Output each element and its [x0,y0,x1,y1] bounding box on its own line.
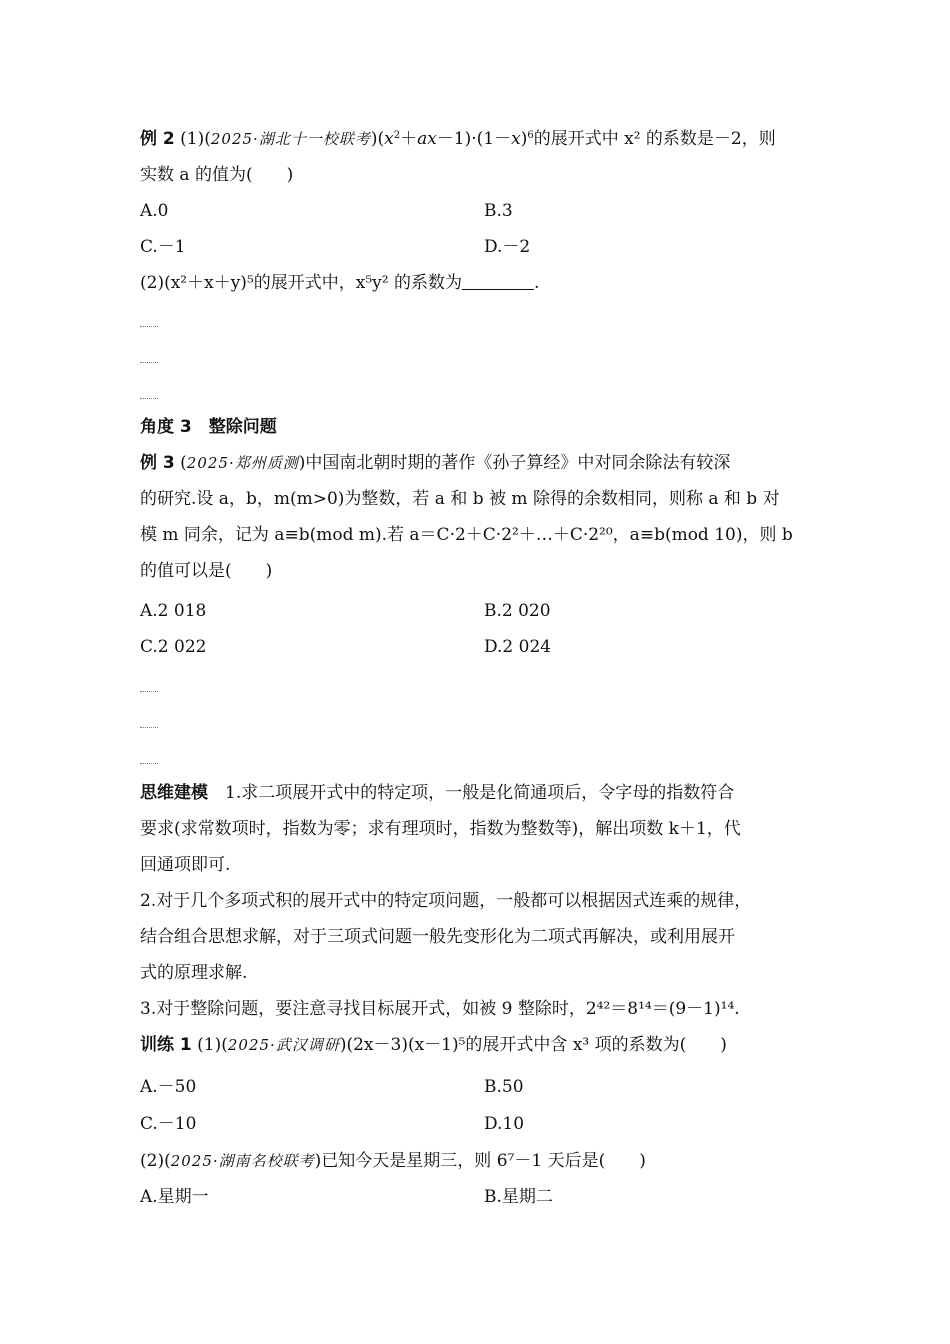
ex3-line4: 的值可以是( ) [140,561,273,581]
option-b: B.3 [484,201,513,221]
divider-dots [140,727,158,728]
option-a: A.星期一 [140,1187,209,1207]
option-b: B.星期二 [484,1187,553,1207]
divider-dots [140,398,158,399]
divider-dots [140,362,158,363]
model-line2: 要求(求常数项时，指数为零；求有理项时，指数为整数等)，解出项数 k＋1，代 [140,819,741,839]
option-d: D.2 024 [484,637,552,657]
option-d: D.10 [484,1114,525,1134]
option-d: D.－2 [484,237,531,257]
divider-dots [140,691,158,692]
answer-blank[interactable] [462,274,534,290]
option-c: C.－10 [140,1114,197,1134]
ex2-label: 例 2 [140,129,175,149]
model-line3: 回通项即可. [140,855,231,875]
option-a: A.－50 [140,1077,197,1097]
ex2-question-2: (2)(x²＋x＋y)⁵的展开式中，x⁵y² 的系数为 . [140,273,540,293]
ex3-label: 例 3 [140,453,175,473]
option-a: A.2 018 [140,601,207,621]
model-line1: 思维建模 1.求二项展开式中的特定项，一般是化简通项后，令字母的指数符合 [140,783,735,803]
option-c: C.－1 [140,237,186,257]
model-p2-line3: 式的原理求解. [140,963,248,983]
divider-dots [140,326,158,327]
model-p2-line1: 2.对于几个多项式积的展开式中的特定项问题，一般都可以根据因式连乘的规律， [140,891,752,911]
divider-dots [140,763,158,764]
train1-label: 训练 1 [140,1035,192,1055]
option-b: B.50 [484,1077,524,1097]
option-c: C.2 022 [140,637,207,657]
section-heading: 角度 3 整除问题 [140,417,277,437]
ex3-line3: 模 m 同余，记为 a≡b(mod m).若 a＝C·2＋C·2²＋…＋C·2²⁰，a≡b(mod 10)，则 b [140,525,793,545]
option-a: A.0 [140,201,169,221]
ex2-line1: 例 2 (1)(2025·湖北十一校联考)$(x^2+ax-1)\cdot(1-x)^6$的展开式中 x² 的系数是－2，则 [140,129,776,149]
ex2-source: 2025·湖北十一校联考 [210,130,371,148]
ex3-line2: 的研究.设 a，b，m(m>0)为整数，若 a 和 b 被 m 除得的余数相同，则称 a 和 b 对 [140,489,780,509]
model-p2-line2: 结合组合思想求解，对于三项式问题一般先变形化为二项式再解决，或利用展开 [140,927,735,947]
train1-question-2: (2)(2025·湖南名校联考)已知今天是星期三，则 6⁷－1 天后是( ) [140,1151,646,1171]
train1-source2: 2025·湖南名校联考 [170,1152,315,1170]
model-label: 思维建模 [140,783,208,803]
train1-line1: 训练 1 (1)(2025·武汉调研)(2x－3)(x－1)⁵的展开式中含 x³ 项的系数为( ) [140,1035,727,1055]
ex3-line1: 例 3 (2025·郑州质测)中国南北朝时期的著作《孙子算经》中对同余除法有较深 [140,453,731,473]
ex2-question-line2: 实数 a 的值为( ) [140,165,294,185]
model-p3: 3.对于整除问题，要注意寻找目标展开式，如被 9 整除时，2⁴²＝8¹⁴＝(9－1)¹⁴. [140,999,740,1019]
train1-source1: 2025·武汉调研 [227,1036,340,1054]
option-b: B.2 020 [484,601,551,621]
ex3-source: 2025·郑州质测 [186,454,299,472]
